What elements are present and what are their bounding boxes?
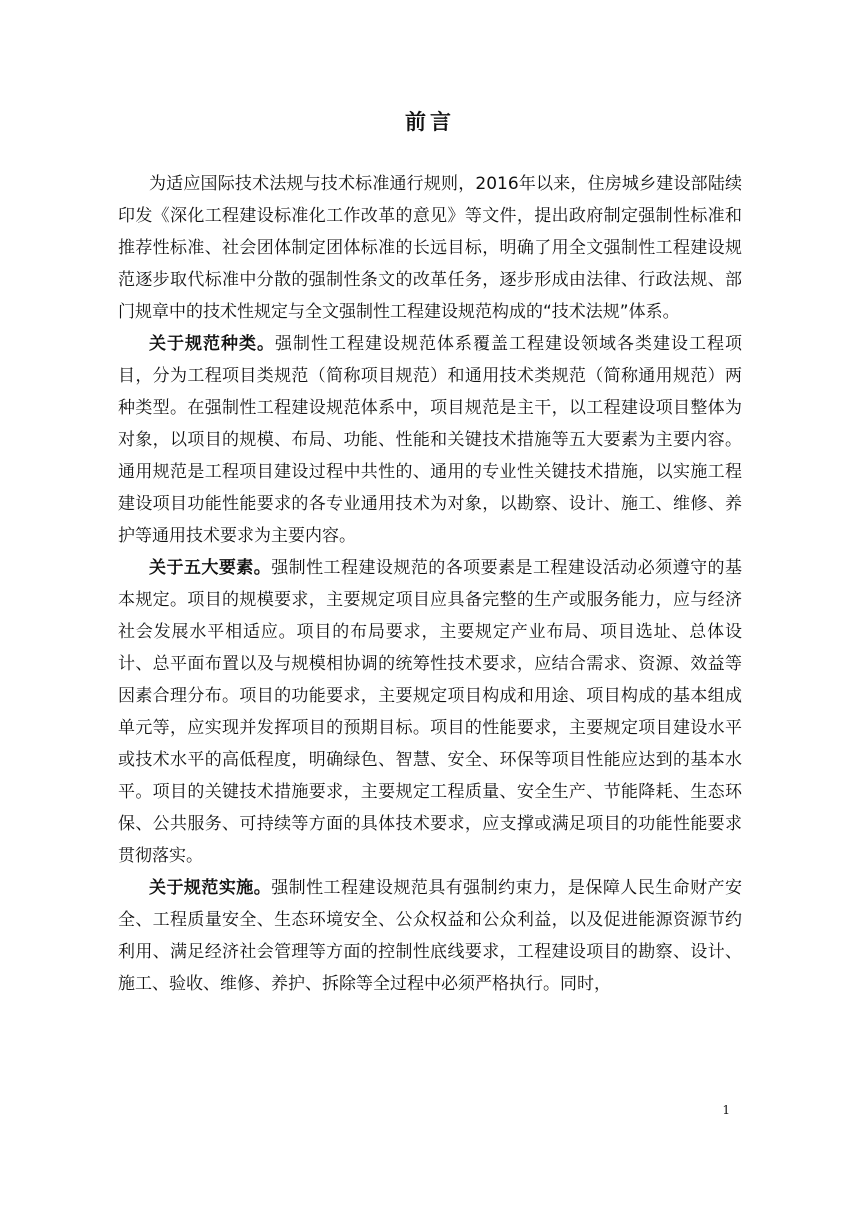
body-text [118,168,742,1000]
paragraph-implementation [118,872,742,1000]
paragraph-intro [118,168,742,328]
paragraph-text: 强制性工程建设规范体系覆盖工程建设领域各类建设工程项目，分为工程项目类规范（简称项目规范）和通用技术类规范（简称通用规范）两种类型。在强制性工程建设规范体系中，项目规范是主干，以工程建设项目整体为对象，以项目的规模、布局、功能、性能和关键技术措施等五大要素为主要内容。通用规范是工程项目建设过程中共性的、通用的专业性关键技术措施，以实施工程建设项目功能性能要求的各专业通用技术为对象，以勘察、设计、施工、维修、养护等通用技术要求为主要内容。 [118,334,742,546]
paragraph-spec-types [118,328,742,552]
page-number: 1 [722,1103,730,1117]
paragraph-lead: 关于五大要素。 [149,558,272,578]
paragraph-lead: 关于规范种类。 [149,334,275,354]
paragraph-text: 为适应国际技术法规与技术标准通行规则，2016年以来，住房城乡建设部陆续印发《深化工程建设标准化工作改革的意见》等文件，提出政府制定强制性标准和推荐性标准、社会团体制定团体标准的长远目标，明确了用全文强制性工程建设规范逐步取代标准中分散的强制性条文的改革任务，逐步形成由法律、行政法规、部门规章中的技术性规定与全文强制性工程建设规范构成的“技术法规”体系。 [118,174,742,322]
paragraph-lead: 关于规范实施。 [149,878,272,898]
paragraph-text: 强制性工程建设规范的各项要素是工程建设活动必须遵守的基本规定。项目的规模要求，主要规定项目应具备完整的生产或服务能力，应与经济社会发展水平相适应。项目的布局要求，主要规定产业布局、项目选址、总体设计、总平面布置以及与规模相协调的统筹性技术要求，应结合需求、资源、效益等因素合理分布。项目的功能要求，主要规定项目构成和用途、项目构成的基本组成单元等，应实现并发挥项目的预期目标。项目的性能要求，主要规定项目建设水平或技术水平的高低程度，明确绿色、智慧、安全、环保等项目性能应达到的基本水平。项目的关键技术措施要求，主要规定工程质量、安全生产、节能降耗、生态环保、公共服务、可持续等方面的具体技术要求，应支撑或满足项目的功能性能要求贯彻落实。 [118,558,743,866]
paragraph-text: 强制性工程建设规范具有强制约束力，是保障人民生命财产安全、工程质量安全、生态环境安全、公众权益和公众利益，以及促进能源资源节约利用、满足经济社会管理等方面的控制性底线要求，工程建设项目的勘察、设计、施工、验收、维修、养护、拆除等全过程中必须严格执行。同时， [118,878,743,994]
page-title: 前言 [405,110,455,134]
paragraph-five-elements [118,552,742,872]
